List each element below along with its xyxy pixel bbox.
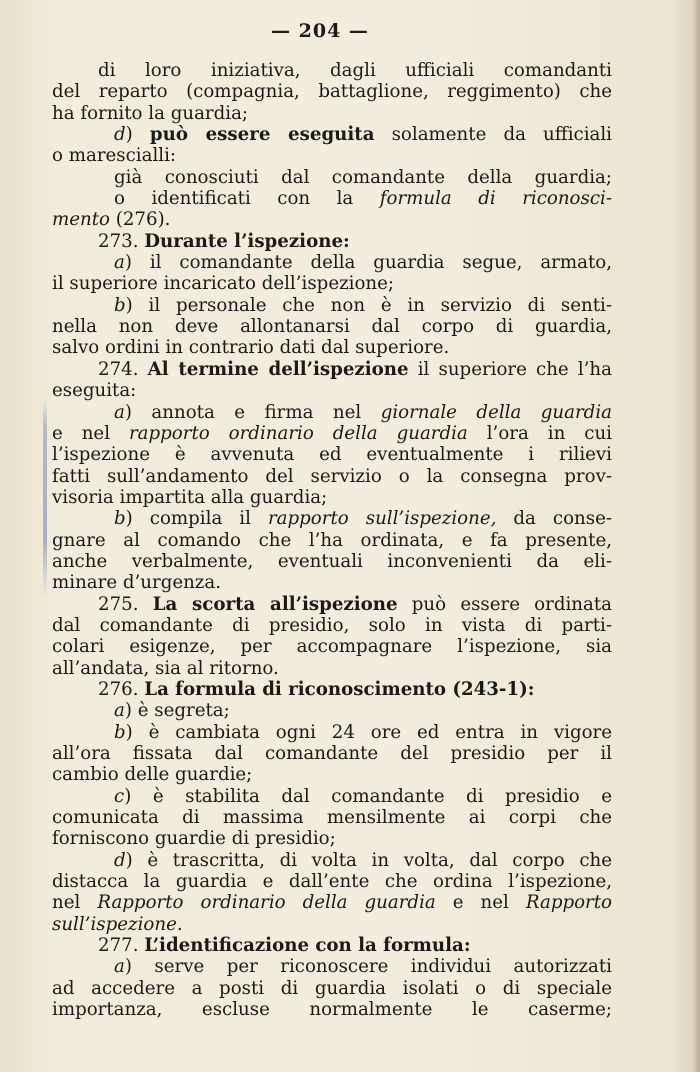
text-line: già conosciuti dal comandante della guardia; <box>114 166 612 188</box>
text-line: cambio delle guardie; <box>52 764 253 786</box>
text-line: minare d’urgenza. <box>52 572 222 594</box>
text-segment: 275. <box>98 593 153 615</box>
text-segment: d <box>114 849 126 871</box>
text-line <box>52 423 612 444</box>
text-line: dal comandante di presidio, solo in vista di parti- <box>52 614 612 636</box>
text-segment: a <box>114 700 125 722</box>
text-line: ha fornito la guardia; <box>52 102 249 124</box>
text-line <box>52 359 612 380</box>
text-line: all’ora fissata dal comandante del presidio per il <box>52 743 612 764</box>
text-segment: a <box>114 252 125 274</box>
text-segment: (276). <box>109 209 171 231</box>
text-segment: La formula di riconoscimento (243-1): <box>144 678 535 700</box>
text-segment: Rapporto <box>525 892 613 914</box>
text-segment: ) il personale che non è in servizio di senti- <box>125 294 612 316</box>
text-line <box>52 594 612 615</box>
text-segment: a <box>114 401 125 423</box>
text-segment: Al termine dell’ispezione <box>147 358 409 380</box>
text-segment: ) è cambiata ogni 24 ore ed entra in vigore <box>125 721 612 743</box>
text-segment: 274. <box>98 358 148 380</box>
text-segment: ) annota e firma nel <box>124 401 381 423</box>
text-segment: e nel <box>435 892 526 914</box>
text-line: l’ispezione è avvenuta ed eventualmente i rilievi <box>52 444 612 466</box>
text-segment: c <box>114 785 125 807</box>
text-segment: b <box>114 721 126 743</box>
text-line: fatti sull’andamento del servizio o la consegna prov- <box>52 465 612 487</box>
text-line: anche verbalmente, eventuali inconvenienti da eli- <box>52 550 612 572</box>
text-line <box>52 722 612 743</box>
text-line: salvo ordini in contrario dati dal superiore. <box>52 337 450 359</box>
text-segment: può essere ordinata <box>397 593 612 615</box>
text-line: o marescialli: <box>52 145 177 167</box>
text-line: eseguita: <box>52 380 137 402</box>
text-segment: ) è stabilita dal comandante di presidio e <box>124 785 612 807</box>
text-segment: 273. <box>98 230 145 252</box>
text-line <box>52 914 612 935</box>
text-line: nella non deve allontanarsi dal corpo di guardia, <box>52 316 612 338</box>
page-edge-shadow <box>692 0 700 1072</box>
text-line <box>52 124 612 145</box>
text-line: il superiore incaricato dell’ispezione; <box>52 273 395 295</box>
text-line: gnare al comando che l’ha ordinata, e fa presente, <box>52 529 612 551</box>
text-line <box>52 892 612 913</box>
text-segment: può essere eseguita <box>149 124 375 146</box>
text-line: ad accedere a posti di guardia isolati o di speciale <box>52 977 612 999</box>
text-line: forniscono guardie di presidio; <box>52 828 336 850</box>
text-segment: ) il comandante della guardia segue, armato, <box>124 252 612 274</box>
text-line <box>52 252 612 273</box>
text-segment: giornale della guardia <box>380 401 612 423</box>
text-line: del reparto (compagnia, battaglione, reggimento) che <box>52 81 612 103</box>
text-segment: 277. <box>98 935 145 957</box>
body-text <box>52 60 612 1020</box>
text-line <box>52 786 612 807</box>
text-line: visoria impartita alla guardia; <box>52 486 328 508</box>
text-line <box>52 956 612 977</box>
text-line <box>52 850 612 871</box>
text-line: colari esigenze, per accompagnare l’ispezione, sia <box>52 636 612 658</box>
text-segment: b <box>114 508 126 530</box>
text-line <box>52 188 612 209</box>
text-segment: il superiore che l’ha <box>408 358 612 380</box>
text-segment: mento <box>52 209 110 231</box>
text-segment: b <box>114 294 126 316</box>
text-segment: Durante l’ispezione: <box>144 230 350 252</box>
text-line <box>52 402 612 423</box>
text-segment: sull’ispezione. <box>52 913 183 935</box>
text-segment: L’identificazione con la formula: <box>144 935 471 957</box>
text-segment: ) compila il <box>125 508 268 530</box>
text-segment: 276. <box>98 678 145 700</box>
text-segment: d <box>114 124 126 146</box>
text-line <box>52 508 612 529</box>
text-segment: La scorta all’ispezione <box>152 593 398 615</box>
text-line <box>52 700 612 721</box>
pencil-margin-mark <box>43 398 47 598</box>
text-line: comunicata di massima mensilmente ai corpi che <box>52 807 612 829</box>
text-line <box>52 679 612 700</box>
text-segment: solamente da ufficiali <box>374 124 612 146</box>
text-segment: Rapporto ordinario della guardia <box>97 892 436 914</box>
text-segment: a <box>114 956 125 978</box>
text-line: importanza, escluse normalmente le caserme; <box>52 999 612 1021</box>
text-segment: formula di riconosci- <box>379 188 612 210</box>
text-line: distacca la guardia e dall’ente che ordina l’ispezione, <box>52 871 612 893</box>
text-line <box>52 231 612 252</box>
text-line: di loro iniziativa, dagli ufficiali comandanti <box>98 60 612 81</box>
text-segment: o identificati con la <box>114 188 380 210</box>
text-segment: da conse- <box>496 508 613 530</box>
text-segment: ) è segreta; <box>124 700 230 722</box>
text-line <box>52 935 612 956</box>
text-line <box>52 209 612 230</box>
text-segment: ) è trascritta, di volta in volta, dal corpo che <box>125 849 612 871</box>
text-line <box>52 295 612 316</box>
text-segment: ) serve per riconoscere individui autorizzati <box>124 956 612 978</box>
text-segment: nel <box>52 892 98 914</box>
text-segment: rapporto ordinario della guardia <box>128 422 468 444</box>
text-segment: l’ora in cui <box>467 422 612 444</box>
text-segment: rapporto sull’ispezione, <box>267 508 497 530</box>
text-line: all’andata, sia al ritorno. <box>52 657 279 679</box>
text-segment: e nel <box>52 422 129 444</box>
page-number: — 204 — <box>271 20 369 42</box>
text-segment: ) <box>125 124 150 146</box>
